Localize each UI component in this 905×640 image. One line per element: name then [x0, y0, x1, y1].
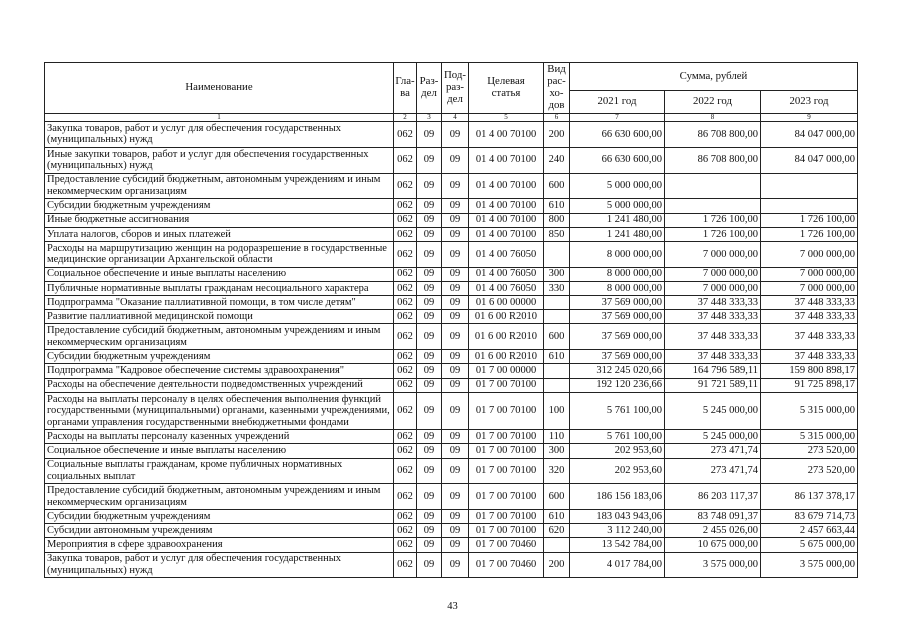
cell-amount-2022: 37 448 333,33	[665, 310, 761, 324]
cell-amount-2022: 5 245 000,00	[665, 430, 761, 444]
header-year-2023: 2023 год	[761, 91, 858, 114]
cell-subsection: 09	[442, 392, 469, 429]
cell-amount-2023: 7 000 000,00	[761, 241, 858, 267]
cell-target-article: 01 7 00 70100	[469, 392, 544, 429]
cell-chapter: 062	[394, 524, 417, 538]
cell-target-article: 01 4 00 70100	[469, 199, 544, 213]
table-row	[45, 392, 858, 429]
cell-amount-2022: 86 708 800,00	[665, 122, 761, 148]
cell-amount-2021: 37 569 000,00	[570, 310, 665, 324]
cell-section: 09	[417, 213, 442, 227]
cell-amount-2021: 192 120 236,66	[570, 378, 665, 392]
cell-amount-2023: 37 448 333,33	[761, 296, 858, 310]
header-row	[45, 63, 858, 91]
cell-name: Расходы на выплаты персоналу казенных учреждений	[45, 430, 394, 444]
cell-amount-2023: 83 679 714,73	[761, 510, 858, 524]
cell-expense-type: 320	[544, 458, 570, 484]
header-section: Раз-дел	[417, 63, 442, 114]
cell-target-article: 01 4 00 76050	[469, 267, 544, 281]
cell-section: 09	[417, 227, 442, 241]
table-row	[45, 267, 858, 281]
cell-subsection: 09	[442, 213, 469, 227]
cell-amount-2023: 3 575 000,00	[761, 552, 858, 578]
cell-expense-type: 200	[544, 552, 570, 578]
cell-chapter: 062	[394, 213, 417, 227]
cell-expense-type: 600	[544, 173, 570, 199]
cell-amount-2021: 66 630 600,00	[570, 122, 665, 148]
cell-amount-2022: 37 448 333,33	[665, 350, 761, 364]
table-row	[45, 484, 858, 510]
cell-subsection: 09	[442, 267, 469, 281]
cell-subsection: 09	[442, 458, 469, 484]
cell-chapter: 062	[394, 296, 417, 310]
cell-name: Расходы на обеспечение деятельности подведомственных учреждений	[45, 378, 394, 392]
cell-expense-type	[544, 310, 570, 324]
table-row	[45, 227, 858, 241]
table-row	[45, 430, 858, 444]
table-row	[45, 241, 858, 267]
cell-target-article: 01 7 00 70460	[469, 552, 544, 578]
cell-expense-type: 300	[544, 267, 570, 281]
cell-target-article: 01 6 00 R2010	[469, 324, 544, 350]
cell-amount-2021: 8 000 000,00	[570, 267, 665, 281]
cell-name: Мероприятия в сфере здравоохранения	[45, 538, 394, 552]
cell-amount-2022	[665, 173, 761, 199]
column-number: 7	[570, 114, 665, 122]
cell-chapter: 062	[394, 147, 417, 173]
cell-amount-2022: 37 448 333,33	[665, 296, 761, 310]
cell-amount-2022: 86 203 117,37	[665, 484, 761, 510]
cell-expense-type: 240	[544, 147, 570, 173]
cell-section: 09	[417, 458, 442, 484]
cell-target-article: 01 4 00 76050	[469, 241, 544, 267]
column-numbers-row	[45, 114, 858, 122]
cell-amount-2021: 37 569 000,00	[570, 350, 665, 364]
cell-section: 09	[417, 538, 442, 552]
cell-target-article: 01 7 00 00000	[469, 364, 544, 378]
cell-expense-type	[544, 538, 570, 552]
cell-section: 09	[417, 122, 442, 148]
cell-amount-2022: 273 471,74	[665, 444, 761, 458]
cell-section: 09	[417, 267, 442, 281]
column-number: 8	[665, 114, 761, 122]
cell-name: Социальное обеспечение и иные выплаты населению	[45, 267, 394, 281]
table-row	[45, 296, 858, 310]
cell-section: 09	[417, 281, 442, 295]
cell-subsection: 09	[442, 122, 469, 148]
cell-target-article: 01 7 00 70460	[469, 538, 544, 552]
cell-section: 09	[417, 147, 442, 173]
cell-amount-2022	[665, 199, 761, 213]
cell-amount-2021: 66 630 600,00	[570, 147, 665, 173]
cell-name: Развитие паллиативной медицинской помощи	[45, 310, 394, 324]
cell-amount-2022: 86 708 800,00	[665, 147, 761, 173]
page-number: 43	[447, 601, 458, 612]
cell-expense-type: 610	[544, 510, 570, 524]
cell-section: 09	[417, 444, 442, 458]
table-row	[45, 552, 858, 578]
cell-name: Подпрограмма "Кадровое обеспечение системы здравоохранения"	[45, 364, 394, 378]
table-row	[45, 458, 858, 484]
column-number: 6	[544, 114, 570, 122]
cell-amount-2021: 4 017 784,00	[570, 552, 665, 578]
table-header	[45, 63, 858, 122]
cell-amount-2022: 3 575 000,00	[665, 552, 761, 578]
cell-section: 09	[417, 324, 442, 350]
cell-expense-type: 600	[544, 324, 570, 350]
cell-subsection: 09	[442, 310, 469, 324]
cell-amount-2023: 5 315 000,00	[761, 392, 858, 429]
cell-amount-2022: 1 726 100,00	[665, 213, 761, 227]
cell-amount-2022: 7 000 000,00	[665, 241, 761, 267]
cell-expense-type: 610	[544, 350, 570, 364]
cell-amount-2021: 202 953,60	[570, 444, 665, 458]
header-target-article: Целевая статья	[469, 63, 544, 114]
cell-section: 09	[417, 173, 442, 199]
cell-name: Предоставление субсидий бюджетным, автономным учреждениям и иным некоммерческим организациям	[45, 324, 394, 350]
cell-amount-2023: 84 047 000,00	[761, 122, 858, 148]
cell-target-article: 01 4 00 70100	[469, 147, 544, 173]
cell-name: Социальное обеспечение и иные выплаты населению	[45, 444, 394, 458]
column-number: 3	[417, 114, 442, 122]
cell-name: Расходы на выплаты персоналу в целях обеспечения выполнения функций государственными (муниципальными) органами, казенными учреждениями, органами управления государственными внебюджетными фондами	[45, 392, 394, 429]
header-name: Наименование	[45, 63, 394, 114]
cell-name: Уплата налогов, сборов и иных платежей	[45, 227, 394, 241]
table-row	[45, 538, 858, 552]
cell-amount-2022: 83 748 091,37	[665, 510, 761, 524]
cell-expense-type: 110	[544, 430, 570, 444]
cell-amount-2021: 8 000 000,00	[570, 281, 665, 295]
cell-name: Субсидии бюджетным учреждениям	[45, 199, 394, 213]
cell-amount-2021: 5 000 000,00	[570, 173, 665, 199]
cell-name: Публичные нормативные выплаты гражданам несоциального характера	[45, 281, 394, 295]
cell-subsection: 09	[442, 510, 469, 524]
table-row	[45, 524, 858, 538]
table-row	[45, 444, 858, 458]
cell-name: Расходы на маршрутизацию женщин на родоразрешение в государственные медицинские организации Архангельской области	[45, 241, 394, 267]
cell-section: 09	[417, 199, 442, 213]
cell-amount-2022: 273 471,74	[665, 458, 761, 484]
cell-target-article: 01 7 00 70100	[469, 378, 544, 392]
cell-chapter: 062	[394, 552, 417, 578]
cell-amount-2021: 37 569 000,00	[570, 296, 665, 310]
column-number: 9	[761, 114, 858, 122]
table-row	[45, 364, 858, 378]
cell-amount-2021: 183 043 943,06	[570, 510, 665, 524]
cell-name: Предоставление субсидий бюджетным, автономным учреждениям и иным некоммерческим организациям	[45, 484, 394, 510]
cell-amount-2022: 37 448 333,33	[665, 324, 761, 350]
cell-section: 09	[417, 310, 442, 324]
cell-amount-2021: 37 569 000,00	[570, 324, 665, 350]
column-number: 5	[469, 114, 544, 122]
cell-expense-type	[544, 364, 570, 378]
cell-target-article: 01 7 00 70100	[469, 458, 544, 484]
cell-target-article: 01 4 00 70100	[469, 213, 544, 227]
cell-amount-2023	[761, 199, 858, 213]
cell-amount-2022: 2 455 026,00	[665, 524, 761, 538]
header-chapter: Гла-ва	[394, 63, 417, 114]
cell-amount-2021: 5 000 000,00	[570, 199, 665, 213]
cell-subsection: 09	[442, 227, 469, 241]
cell-subsection: 09	[442, 444, 469, 458]
cell-target-article: 01 4 00 76050	[469, 281, 544, 295]
cell-amount-2023: 84 047 000,00	[761, 147, 858, 173]
cell-name: Субсидии автономным учреждениям	[45, 524, 394, 538]
cell-amount-2023: 7 000 000,00	[761, 281, 858, 295]
cell-subsection: 09	[442, 173, 469, 199]
cell-expense-type: 300	[544, 444, 570, 458]
cell-chapter: 062	[394, 122, 417, 148]
cell-chapter: 062	[394, 173, 417, 199]
budget-table	[44, 62, 858, 578]
cell-section: 09	[417, 378, 442, 392]
column-number: 4	[442, 114, 469, 122]
cell-target-article: 01 6 00 R2010	[469, 310, 544, 324]
table-row	[45, 173, 858, 199]
cell-section: 09	[417, 350, 442, 364]
cell-subsection: 09	[442, 364, 469, 378]
cell-name: Подпрограмма "Оказание паллиативной помощи, в том числе детям"	[45, 296, 394, 310]
cell-subsection: 09	[442, 281, 469, 295]
cell-name: Субсидии бюджетным учреждениям	[45, 510, 394, 524]
cell-amount-2022: 164 796 589,11	[665, 364, 761, 378]
cell-subsection: 09	[442, 538, 469, 552]
cell-name: Иные бюджетные ассигнования	[45, 213, 394, 227]
cell-target-article: 01 4 00 70100	[469, 122, 544, 148]
cell-section: 09	[417, 296, 442, 310]
cell-subsection: 09	[442, 524, 469, 538]
cell-amount-2022: 10 675 000,00	[665, 538, 761, 552]
cell-subsection: 09	[442, 552, 469, 578]
cell-amount-2022: 7 000 000,00	[665, 281, 761, 295]
cell-amount-2023: 91 725 898,17	[761, 378, 858, 392]
cell-name: Закупка товаров, работ и услуг для обеспечения государственных (муниципальных) нужд	[45, 122, 394, 148]
cell-expense-type	[544, 378, 570, 392]
table-row	[45, 378, 858, 392]
cell-amount-2023: 5 315 000,00	[761, 430, 858, 444]
cell-expense-type: 600	[544, 484, 570, 510]
cell-chapter: 062	[394, 241, 417, 267]
cell-amount-2021: 312 245 020,66	[570, 364, 665, 378]
cell-amount-2021: 5 761 100,00	[570, 392, 665, 429]
cell-chapter: 062	[394, 364, 417, 378]
cell-chapter: 062	[394, 458, 417, 484]
header-year-2022: 2022 год	[665, 91, 761, 114]
cell-amount-2023: 37 448 333,33	[761, 310, 858, 324]
cell-subsection: 09	[442, 147, 469, 173]
cell-target-article: 01 4 00 70100	[469, 173, 544, 199]
cell-subsection: 09	[442, 296, 469, 310]
header-expense-type: Вид рас-хо-дов	[544, 63, 570, 114]
cell-amount-2022: 5 245 000,00	[665, 392, 761, 429]
header-subsection: Под-раз-дел	[442, 63, 469, 114]
cell-target-article: 01 7 00 70100	[469, 444, 544, 458]
cell-section: 09	[417, 484, 442, 510]
cell-expense-type	[544, 241, 570, 267]
cell-amount-2023: 1 726 100,00	[761, 213, 858, 227]
cell-amount-2021: 8 000 000,00	[570, 241, 665, 267]
cell-section: 09	[417, 364, 442, 378]
cell-subsection: 09	[442, 241, 469, 267]
cell-amount-2023: 37 448 333,33	[761, 324, 858, 350]
cell-name: Социальные выплаты гражданам, кроме публичных нормативных социальных выплат	[45, 458, 394, 484]
cell-chapter: 062	[394, 392, 417, 429]
cell-section: 09	[417, 430, 442, 444]
cell-chapter: 062	[394, 350, 417, 364]
cell-expense-type: 620	[544, 524, 570, 538]
cell-subsection: 09	[442, 378, 469, 392]
table-row	[45, 324, 858, 350]
cell-expense-type: 610	[544, 199, 570, 213]
cell-section: 09	[417, 392, 442, 429]
cell-amount-2023: 1 726 100,00	[761, 227, 858, 241]
table-row	[45, 147, 858, 173]
cell-amount-2021: 186 156 183,06	[570, 484, 665, 510]
column-number: 1	[45, 114, 394, 122]
cell-amount-2022: 1 726 100,00	[665, 227, 761, 241]
cell-subsection: 09	[442, 484, 469, 510]
table-row	[45, 213, 858, 227]
cell-section: 09	[417, 552, 442, 578]
cell-amount-2023: 5 675 000,00	[761, 538, 858, 552]
header-amount: Сумма, рублей	[570, 63, 858, 91]
cell-amount-2021: 5 761 100,00	[570, 430, 665, 444]
cell-expense-type: 850	[544, 227, 570, 241]
cell-amount-2023: 159 800 898,17	[761, 364, 858, 378]
cell-chapter: 062	[394, 378, 417, 392]
cell-subsection: 09	[442, 430, 469, 444]
cell-target-article: 01 4 00 70100	[469, 227, 544, 241]
cell-amount-2021: 13 542 784,00	[570, 538, 665, 552]
cell-chapter: 062	[394, 430, 417, 444]
table-row	[45, 510, 858, 524]
cell-expense-type: 100	[544, 392, 570, 429]
table-row	[45, 199, 858, 213]
cell-amount-2021: 202 953,60	[570, 458, 665, 484]
cell-chapter: 062	[394, 444, 417, 458]
cell-amount-2023: 7 000 000,00	[761, 267, 858, 281]
cell-name: Субсидии бюджетным учреждениям	[45, 350, 394, 364]
cell-chapter: 062	[394, 484, 417, 510]
cell-expense-type: 330	[544, 281, 570, 295]
table-row	[45, 281, 858, 295]
cell-target-article: 01 7 00 70100	[469, 524, 544, 538]
table-row	[45, 310, 858, 324]
cell-amount-2021: 1 241 480,00	[570, 213, 665, 227]
cell-expense-type: 200	[544, 122, 570, 148]
cell-target-article: 01 6 00 00000	[469, 296, 544, 310]
cell-subsection: 09	[442, 324, 469, 350]
cell-subsection: 09	[442, 350, 469, 364]
cell-chapter: 062	[394, 227, 417, 241]
cell-amount-2022: 7 000 000,00	[665, 267, 761, 281]
header-year-2021: 2021 год	[570, 91, 665, 114]
cell-amount-2023: 2 457 663,44	[761, 524, 858, 538]
cell-amount-2021: 1 241 480,00	[570, 227, 665, 241]
cell-amount-2023: 273 520,00	[761, 444, 858, 458]
table-body	[45, 122, 858, 578]
cell-subsection: 09	[442, 199, 469, 213]
cell-target-article: 01 7 00 70100	[469, 430, 544, 444]
cell-amount-2022: 91 721 589,11	[665, 378, 761, 392]
cell-amount-2021: 3 112 240,00	[570, 524, 665, 538]
cell-chapter: 062	[394, 281, 417, 295]
cell-chapter: 062	[394, 199, 417, 213]
cell-section: 09	[417, 524, 442, 538]
cell-name: Иные закупки товаров, работ и услуг для обеспечения государственных (муниципальных) нужд	[45, 147, 394, 173]
cell-chapter: 062	[394, 324, 417, 350]
cell-section: 09	[417, 510, 442, 524]
cell-target-article: 01 7 00 70100	[469, 484, 544, 510]
cell-amount-2023: 273 520,00	[761, 458, 858, 484]
cell-amount-2023: 37 448 333,33	[761, 350, 858, 364]
table-row	[45, 350, 858, 364]
table-row	[45, 122, 858, 148]
column-number: 2	[394, 114, 417, 122]
cell-name: Закупка товаров, работ и услуг для обеспечения государственных (муниципальных) нужд	[45, 552, 394, 578]
cell-name: Предоставление субсидий бюджетным, автономным учреждениям и иным некоммерческим организациям	[45, 173, 394, 199]
cell-expense-type: 800	[544, 213, 570, 227]
cell-target-article: 01 6 00 R2010	[469, 350, 544, 364]
cell-chapter: 062	[394, 310, 417, 324]
cell-section: 09	[417, 241, 442, 267]
cell-amount-2023	[761, 173, 858, 199]
cell-chapter: 062	[394, 510, 417, 524]
cell-amount-2023: 86 137 378,17	[761, 484, 858, 510]
cell-expense-type	[544, 296, 570, 310]
cell-target-article: 01 7 00 70100	[469, 510, 544, 524]
cell-chapter: 062	[394, 538, 417, 552]
cell-chapter: 062	[394, 267, 417, 281]
